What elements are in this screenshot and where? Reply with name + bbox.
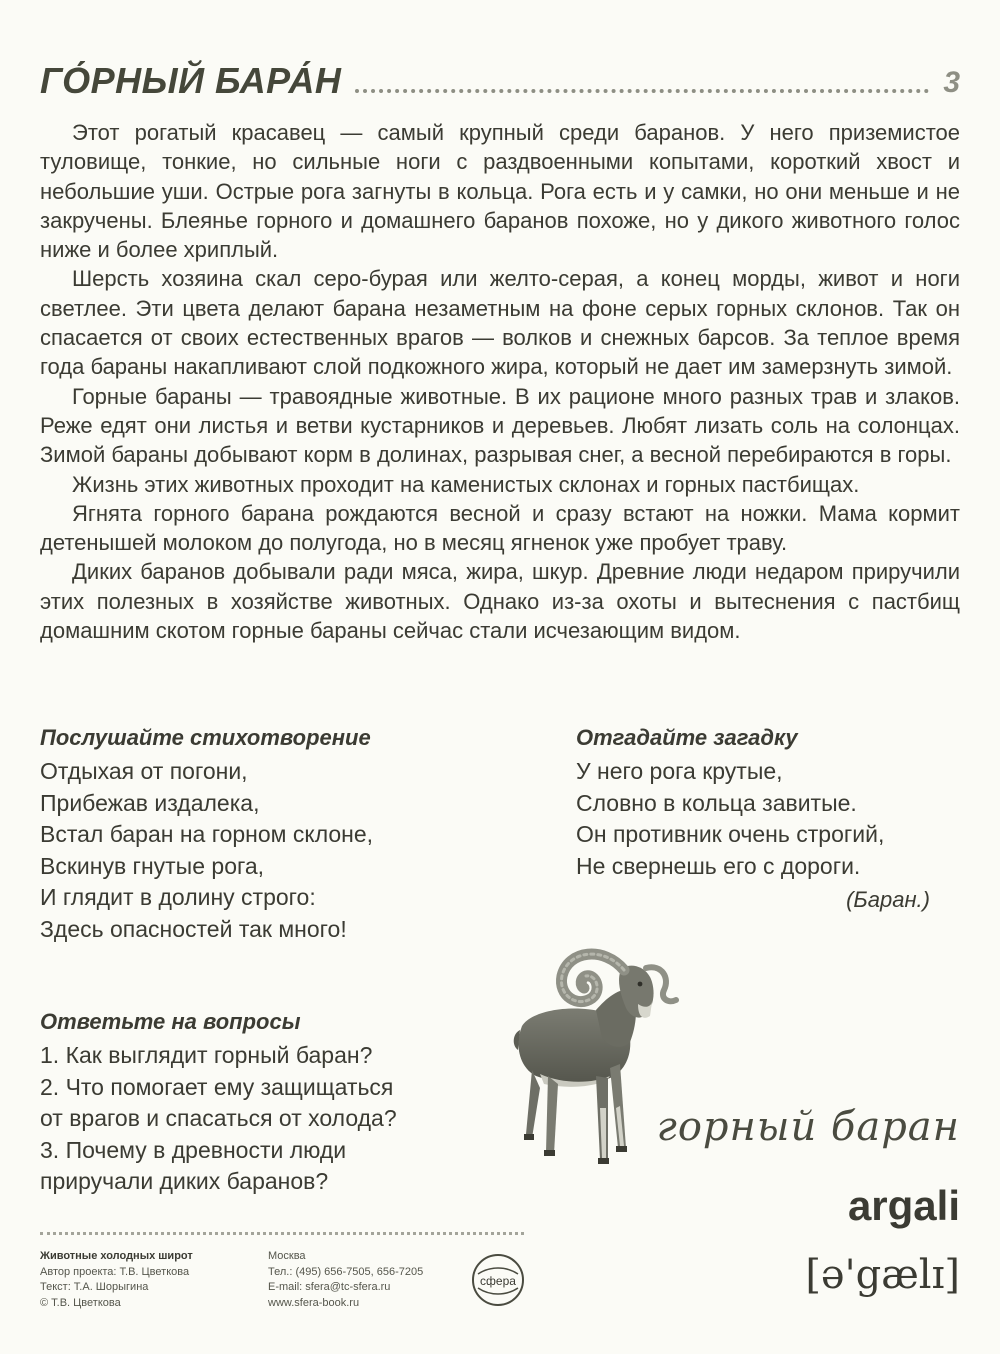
article-paragraph: Диких баранов добывали ради мяса, жира, шкур. Древние люди недаром приручили этих полезных в хозяйстве животных. Однако из-за охоты и вытеснения с пастбищ домашним скотом горные бараны сейчас стали исчезающим видом. — [40, 559, 960, 644]
question-line: 3. Почему в древности люди — [40, 1136, 347, 1163]
article-text — [40, 118, 960, 645]
riddle-section — [576, 724, 956, 914]
poem-line: Вскинув гнутые рога, — [40, 852, 265, 879]
footer-dotted-divider — [40, 1232, 524, 1235]
poem-line: Отдыхая от погони, — [40, 758, 248, 784]
poem-line: Встал баран на горном склоне, — [40, 821, 374, 847]
article-paragraph: Ягнята горного барана рождаются весной и сразу встают на ножки. Мама кормит детенышей молоком до полугода, но в месяц ягненок уже пробует траву. — [40, 500, 960, 556]
poem-line: И глядит в долину строго: — [40, 884, 316, 910]
article-paragraph: Этот рогатый красавец — самый крупный среди баранов. У него приземистое туловище, тонкие, но сильные ноги с раздвоенными копытами, короткий хвост и небольшие уши. Острые рога загнуты в кольца. Рога есть и у самки, но они меньше и не закручены. Блеянье горного и домашнего баранов похоже, но у дикого животного голос ниже и более хриплый. — [40, 120, 960, 263]
footer-email: E-mail: sfera@tc-sfera.ru — [268, 1281, 391, 1293]
footer-city: Москва — [268, 1250, 306, 1262]
sfera-logo — [470, 1252, 526, 1308]
logo-text: сфера — [480, 1274, 516, 1288]
english-word: argali — [847, 1182, 960, 1229]
footer-credit-line: © Т.В. Цветкова — [40, 1296, 121, 1309]
question-line: приручали диких баранов? — [40, 1168, 329, 1194]
footer-website: www.sfera-book.ru — [268, 1296, 360, 1309]
footer-credit-line: Автор проекта: Т.В. Цветкова — [40, 1265, 190, 1278]
page-title: ГО́РНЫЙ БАРА́Н — [40, 60, 342, 101]
article-paragraph: Шерсть хозяина скал серо-бурая или желто-серая, а конец морды, живот и ноги светлее. Эти цвета делают барана незаметным на фоне серых горных склонов. Так он спасается от своих естественных врагов — волков и снежных барсов. За теплое время года бараны накапливают слой подкожного жира, который не дает им замерзнуть зимой. — [40, 266, 960, 380]
article-paragraph: Горные бараны — травоядные животные. В их рационе много разных трав и злаков. Реже едят они листья и ветви кустарников и деревьев. Любят лизать соль на солонцах. Зимой бараны добывают корм в долинах, разрывая снег, а весной перебираются в горы. — [40, 383, 960, 468]
poem-heading: Послушайте стихотворение — [40, 725, 371, 750]
question-line: от врагов и спасаться от холода? — [40, 1105, 397, 1131]
riddle-heading: Отгадайте загадку — [576, 725, 798, 750]
footer-contacts — [268, 1249, 468, 1311]
page-header — [40, 52, 960, 102]
footer-credit-line: Текст: Т.А. Шорыгина — [40, 1281, 149, 1293]
poem-section — [40, 724, 500, 945]
questions-section — [40, 1008, 470, 1198]
riddle-answer: (Баран.) — [846, 887, 930, 912]
riddle-line: Он противник очень строгий, — [576, 821, 885, 847]
cursive-caption: горный баран — [656, 1104, 960, 1150]
question-line: 2. Что помогает ему защищаться — [40, 1073, 394, 1100]
phonetic-transcription: [ə'gælɪ] — [805, 1252, 960, 1298]
footer-credits — [40, 1249, 260, 1311]
poem-line: Прибежав издалека, — [40, 789, 260, 816]
question-line: 1. Как выглядит горный баран? — [40, 1042, 373, 1068]
footer-phone: Тел.: (495) 656-7505, 656-7205 — [268, 1265, 424, 1278]
riddle-line: Словно в кольца завитые. — [576, 789, 857, 816]
title-dotted-leader — [355, 89, 929, 93]
riddle-line: Не свернешь его с дороги. — [576, 852, 861, 879]
riddle-line: У него рога крутые, — [576, 758, 783, 784]
article-paragraph: Жизнь этих животных проходит на каменистых склонах и горных пастбищах. — [72, 471, 860, 497]
questions-heading: Ответьте на вопросы — [40, 1009, 301, 1034]
page-number: 3 — [943, 66, 960, 99]
poem-line: Здесь опасностей так много! — [40, 915, 347, 942]
footer-series-title: Животные холодных широт — [40, 1250, 193, 1262]
